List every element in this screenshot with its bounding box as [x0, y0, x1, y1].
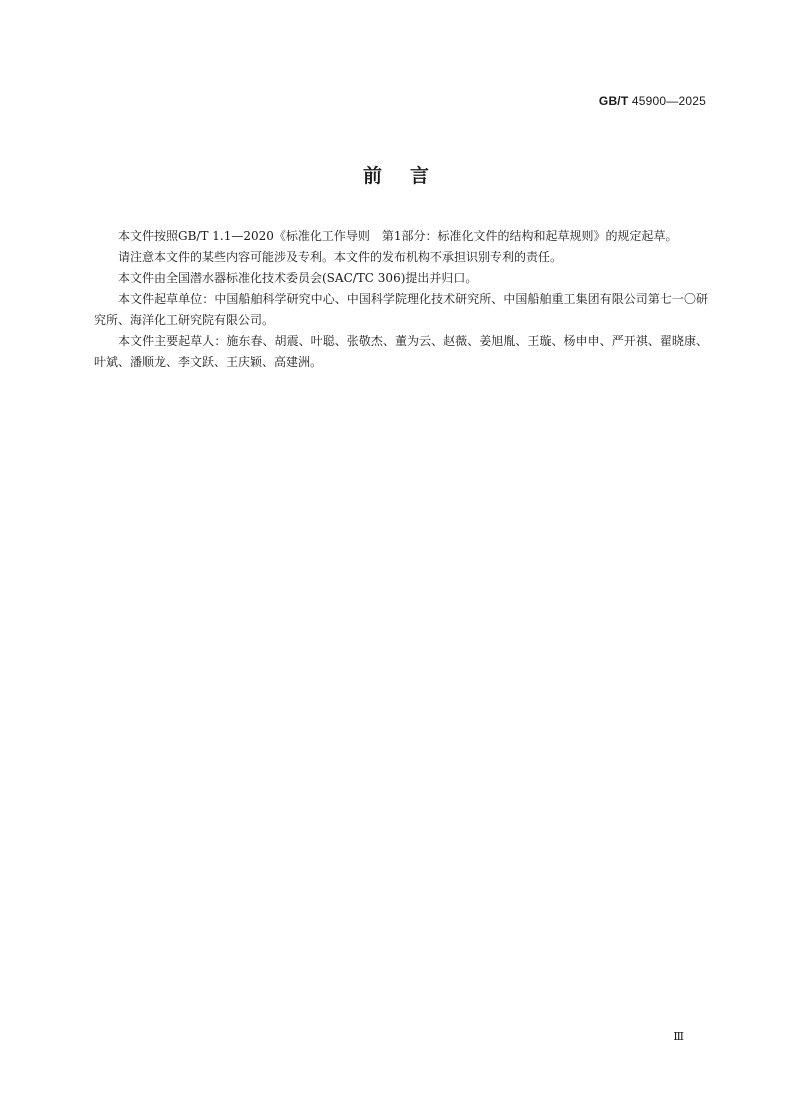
- paragraph-proposer: 本文件由全国潜水器标准化技术委员会(SAC/TC 306)提出并归口。: [118, 271, 478, 285]
- paragraph-patent-notice: 请注意本文件的某些内容可能涉及专利。本文件的发布机构不承担识别专利的责任。: [118, 250, 563, 264]
- paragraph-drafting-rules: 本文件按照GB/T 1.1—2020《标准化工作导则 第1部分：标准化文件的结构和起草规则》的规定起草。: [118, 229, 678, 243]
- paragraph-drafters: 本文件主要起草人：施东春、胡震、叶聪、张敬杰、董为云、赵薇、姜旭胤、王璇、杨申申、严开祺、翟晓康、叶斌、潘顺龙、李文跃、王庆颖、高建洲。: [94, 334, 708, 369]
- standard-number: 45900—2025: [631, 94, 706, 108]
- page-number: Ⅲ: [673, 1030, 684, 1043]
- foreword-body: [94, 226, 708, 373]
- page-title: 前言: [362, 165, 457, 187]
- standard-code: GB/T: [598, 94, 629, 108]
- paragraph-drafting-units: 本文件起草单位：中国船舶科学研究中心、中国科学院理化技术研究所、中国船舶重工集团有限公司第七一〇研究所、海洋化工研究院有限公司。: [94, 292, 708, 327]
- standard-number-header: [599, 94, 706, 108]
